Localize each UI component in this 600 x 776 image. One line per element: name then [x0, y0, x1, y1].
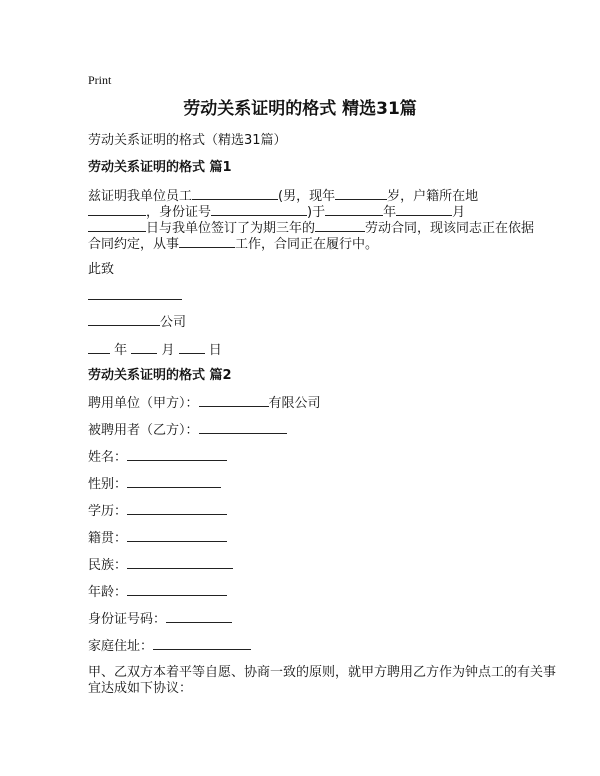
- field-ethnicity: [88, 556, 233, 574]
- section1-heading: 劳动关系证明的格式 篇1: [88, 160, 232, 175]
- blank-day: [179, 341, 205, 354]
- employee-line: [88, 421, 287, 439]
- blank-employee: [199, 421, 287, 434]
- text: 兹证明我单位员工: [88, 189, 193, 204]
- field-label: 家庭住址：: [88, 639, 154, 654]
- blank-company: [88, 313, 160, 326]
- text: (男，现年: [278, 189, 336, 204]
- field-name: [88, 448, 227, 466]
- company-line: [88, 313, 186, 331]
- print-label: Print: [88, 73, 112, 87]
- blank-start-day: [88, 219, 146, 232]
- text: 劳动合同，现该同志正在依据: [365, 221, 535, 236]
- document-subtitle: 劳动关系证明的格式（精选31篇）: [88, 133, 287, 148]
- blank-age: [335, 187, 387, 200]
- text: ，身份证号: [146, 205, 212, 220]
- blank-domicile: [88, 203, 146, 216]
- section2-heading: 劳动关系证明的格式 篇2: [88, 368, 232, 383]
- blank-id-number: [211, 203, 307, 216]
- blank-field: [153, 637, 251, 650]
- employee-label: 被聘用者（乙方）：: [88, 423, 199, 438]
- field-label: 性别：: [88, 477, 128, 492]
- section1-line4: [88, 235, 378, 253]
- field-label: 姓名：: [88, 450, 128, 465]
- day-label: 日: [208, 343, 222, 358]
- field-address: [88, 637, 251, 655]
- blank-field: [127, 556, 233, 569]
- blank-job: [179, 235, 235, 248]
- company-label: 公司: [160, 315, 187, 330]
- field-label: 民族：: [88, 558, 128, 573]
- blank-start-month: [396, 203, 452, 216]
- text: )于: [307, 205, 326, 220]
- field-id-number: [88, 610, 232, 628]
- blank-field: [127, 475, 221, 488]
- field-gender: [88, 475, 221, 493]
- closing-text: 此致: [88, 262, 115, 277]
- document-title: 劳动关系证明的格式 精选31篇: [183, 99, 417, 119]
- field-native-place: [88, 529, 227, 547]
- blank-field: [127, 502, 227, 515]
- employer-label: 聘用单位（甲方）：: [88, 396, 199, 411]
- text: 日与我单位签订了为期三年的: [146, 221, 316, 236]
- text: 合同约定，从事: [88, 237, 180, 252]
- year-label: 年: [114, 343, 128, 358]
- text: 月: [452, 205, 466, 220]
- signature-line: [88, 287, 182, 305]
- date-line: [88, 341, 222, 359]
- blank-month: [131, 341, 157, 354]
- field-label: 年龄：: [88, 585, 128, 600]
- field-label: 籍贯：: [88, 531, 128, 546]
- blank-start-year: [325, 203, 383, 216]
- blank-employer: [199, 394, 269, 407]
- field-label: 身份证号码：: [88, 612, 167, 627]
- month-label: 月: [161, 343, 175, 358]
- agreement-line1: 甲、乙双方本着平等自愿、协商一致的原则，就甲方聘用乙方作为钟点工的有关事: [88, 665, 557, 680]
- text: 年: [383, 205, 397, 220]
- blank-signature: [88, 287, 182, 300]
- text: 工作，合同正在履行中。: [235, 237, 379, 252]
- employer-suffix: 有限公司: [268, 396, 321, 411]
- blank-employee-name: [192, 187, 278, 200]
- field-label: 学历：: [88, 504, 128, 519]
- blank-year: [88, 341, 110, 354]
- field-education: [88, 502, 227, 520]
- blank-field: [127, 583, 227, 596]
- field-age: [88, 583, 227, 601]
- employer-line: [88, 394, 321, 412]
- agreement-line2: 宜达成如下协议：: [88, 681, 193, 696]
- blank-contract-type: [315, 219, 365, 232]
- blank-field: [127, 529, 227, 542]
- text: 岁，户籍所在地: [387, 189, 479, 204]
- blank-field: [127, 448, 227, 461]
- blank-field: [166, 610, 232, 623]
